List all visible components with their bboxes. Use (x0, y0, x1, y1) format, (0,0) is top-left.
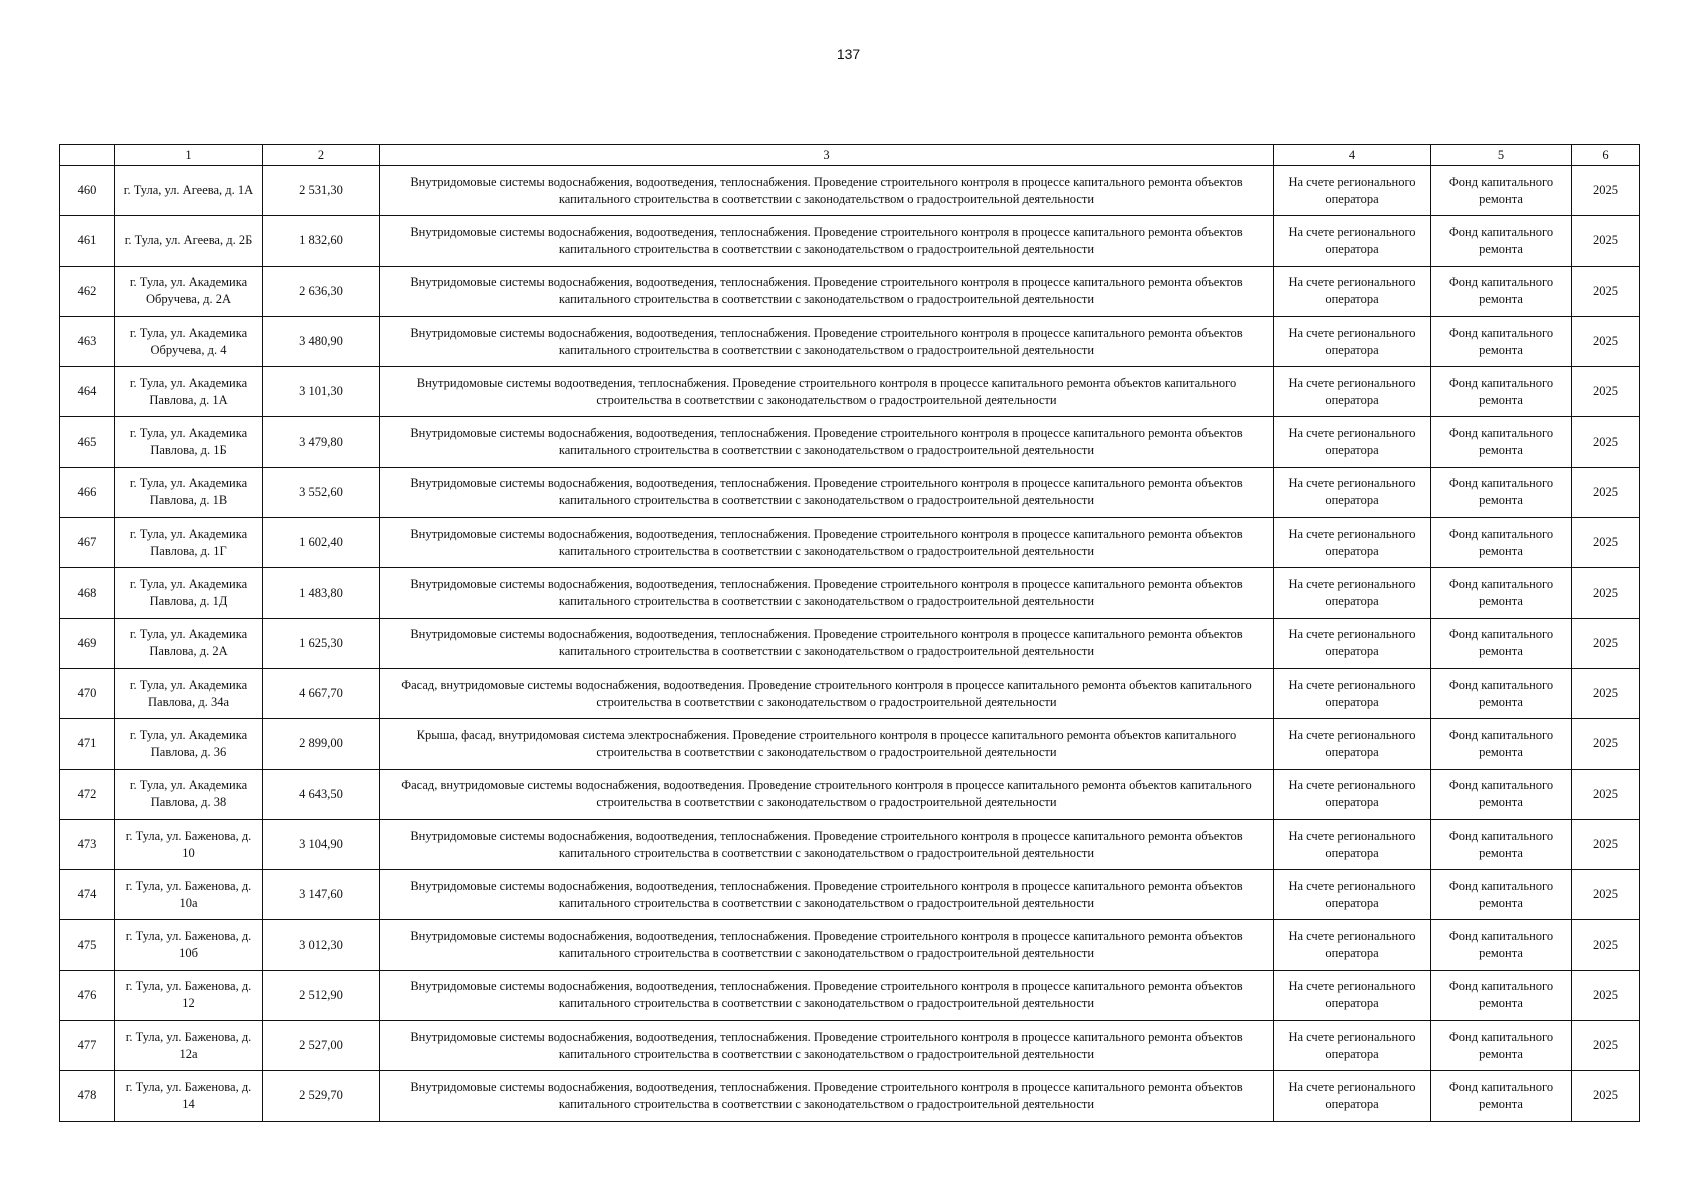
source-cell: Фонд капитального ремонта (1431, 1071, 1572, 1121)
table-row (60, 266, 1640, 316)
address-cell: г. Тула, ул. Академика Павлова, д. 1Д (115, 568, 263, 618)
area-cell: 4 667,70 (263, 668, 380, 718)
works-cell: Внутридомовые системы водоснабжения, водоотведения, теплоснабжения. Проведение строительного контроля в процессе капитального ремонта объектов капитального строительства в соответствии с законодательством о градостроительной деятельности (380, 920, 1274, 970)
row-number: 464 (60, 367, 115, 417)
address-cell: г. Тула, ул. Агеева, д. 2Б (115, 216, 263, 266)
address-cell: г. Тула, ул. Баженова, д. 10а (115, 870, 263, 920)
year-cell: 2025 (1572, 870, 1640, 920)
source-cell: Фонд капитального ремонта (1431, 819, 1572, 869)
address-cell: г. Тула, ул. Академика Павлова, д. 38 (115, 769, 263, 819)
source-cell: Фонд капитального ремонта (1431, 367, 1572, 417)
source-cell: Фонд капитального ремонта (1431, 668, 1572, 718)
year-cell: 2025 (1572, 819, 1640, 869)
area-cell: 3 101,30 (263, 367, 380, 417)
row-number: 477 (60, 1021, 115, 1071)
works-cell: Внутридомовые системы водоснабжения, водоотведения, теплоснабжения. Проведение строительного контроля в процессе капитального ремонта объектов капитального строительства в соответствии с законодательством о градостроительной деятельности (380, 1021, 1274, 1071)
year-cell: 2025 (1572, 518, 1640, 568)
account-cell: На счете регионального оператора (1274, 216, 1431, 266)
account-cell: На счете регионального оператора (1274, 518, 1431, 568)
table-row (60, 970, 1640, 1020)
year-cell: 2025 (1572, 367, 1640, 417)
row-number: 473 (60, 819, 115, 869)
source-cell: Фонд капитального ремонта (1431, 216, 1572, 266)
area-cell: 3 012,30 (263, 920, 380, 970)
row-number: 469 (60, 618, 115, 668)
area-cell: 1 832,60 (263, 216, 380, 266)
account-cell: На счете регионального оператора (1274, 970, 1431, 1020)
year-cell: 2025 (1572, 1071, 1640, 1121)
area-cell: 4 643,50 (263, 769, 380, 819)
address-cell: г. Тула, ул. Баженова, д. 12 (115, 970, 263, 1020)
table-row (60, 467, 1640, 517)
source-cell: Фонд капитального ремонта (1431, 316, 1572, 366)
row-number: 470 (60, 668, 115, 718)
source-cell: Фонд капитального ремонта (1431, 266, 1572, 316)
row-number: 476 (60, 970, 115, 1020)
row-number: 462 (60, 266, 115, 316)
row-number: 472 (60, 769, 115, 819)
works-cell: Внутридомовые системы водоснабжения, водоотведения, теплоснабжения. Проведение строительного контроля в процессе капитального ремонта объектов капитального строительства в соответствии с законодательством о градостроительной деятельности (380, 467, 1274, 517)
table-row (60, 367, 1640, 417)
address-cell: г. Тула, ул. Академика Павлова, д. 2А (115, 618, 263, 668)
works-cell: Внутридомовые системы водоснабжения, водоотведения, теплоснабжения. Проведение строительного контроля в процессе капитального ремонта объектов капитального строительства в соответствии с законодательством о градостроительной деятельности (380, 266, 1274, 316)
area-cell: 1 602,40 (263, 518, 380, 568)
year-cell: 2025 (1572, 467, 1640, 517)
account-cell: На счете регионального оператора (1274, 769, 1431, 819)
table-row (60, 870, 1640, 920)
account-cell: На счете регионального оператора (1274, 870, 1431, 920)
table-row (60, 920, 1640, 970)
source-cell: Фонд капитального ремонта (1431, 719, 1572, 769)
account-cell: На счете регионального оператора (1274, 668, 1431, 718)
table-row (60, 719, 1640, 769)
source-cell: Фонд капитального ремонта (1431, 870, 1572, 920)
account-cell: На счете регионального оператора (1274, 417, 1431, 467)
year-cell: 2025 (1572, 668, 1640, 718)
header-cell-blank (60, 145, 115, 166)
works-cell: Внутридомовые системы водоснабжения, водоотведения, теплоснабжения. Проведение строительного контроля в процессе капитального ремонта объектов капитального строительства в соответствии с законодательством о градостроительной деятельности (380, 819, 1274, 869)
address-cell: г. Тула, ул. Баженова, д. 12а (115, 1021, 263, 1071)
year-cell: 2025 (1572, 1021, 1640, 1071)
works-cell: Внутридомовые системы водоснабжения, водоотведения, теплоснабжения. Проведение строительного контроля в процессе капитального ремонта объектов капитального строительства в соответствии с законодательством о градостроительной деятельности (380, 216, 1274, 266)
table-row (60, 166, 1640, 216)
source-cell: Фонд капитального ремонта (1431, 568, 1572, 618)
source-cell: Фонд капитального ремонта (1431, 1021, 1572, 1071)
header-cell-4: 4 (1274, 145, 1431, 166)
source-cell: Фонд капитального ремонта (1431, 518, 1572, 568)
row-number: 478 (60, 1071, 115, 1121)
address-cell: г. Тула, ул. Академика Обручева, д. 2А (115, 266, 263, 316)
account-cell: На счете регионального оператора (1274, 166, 1431, 216)
works-cell: Внутридомовые системы водоснабжения, водоотведения, теплоснабжения. Проведение строительного контроля в процессе капитального ремонта объектов капитального строительства в соответствии с законодательством о градостроительной деятельности (380, 618, 1274, 668)
source-cell: Фонд капитального ремонта (1431, 618, 1572, 668)
year-cell: 2025 (1572, 920, 1640, 970)
area-cell: 2 529,70 (263, 1071, 380, 1121)
area-cell: 3 104,90 (263, 819, 380, 869)
table-row (60, 568, 1640, 618)
source-cell: Фонд капитального ремонта (1431, 769, 1572, 819)
works-cell: Внутридомовые системы водоснабжения, водоотведения, теплоснабжения. Проведение строительного контроля в процессе капитального ремонта объектов капитального строительства в соответствии с законодательством о градостроительной деятельности (380, 316, 1274, 366)
area-cell: 1 625,30 (263, 618, 380, 668)
row-number: 465 (60, 417, 115, 467)
area-cell: 2 899,00 (263, 719, 380, 769)
table-row (60, 668, 1640, 718)
account-cell: На счете регионального оператора (1274, 266, 1431, 316)
year-cell: 2025 (1572, 618, 1640, 668)
account-cell: На счете регионального оператора (1274, 618, 1431, 668)
table-row (60, 417, 1640, 467)
year-cell: 2025 (1572, 417, 1640, 467)
area-cell: 3 479,80 (263, 417, 380, 467)
area-cell: 1 483,80 (263, 568, 380, 618)
table-row (60, 518, 1640, 568)
area-cell: 2 531,30 (263, 166, 380, 216)
table-row (60, 769, 1640, 819)
source-cell: Фонд капитального ремонта (1431, 467, 1572, 517)
account-cell: На счете регионального оператора (1274, 920, 1431, 970)
column-number-row (60, 145, 1640, 166)
row-number: 471 (60, 719, 115, 769)
area-cell: 2 512,90 (263, 970, 380, 1020)
address-cell: г. Тула, ул. Академика Павлова, д. 1Г (115, 518, 263, 568)
account-cell: На счете регионального оператора (1274, 719, 1431, 769)
year-cell: 2025 (1572, 970, 1640, 1020)
source-cell: Фонд капитального ремонта (1431, 920, 1572, 970)
row-number: 460 (60, 166, 115, 216)
row-number: 463 (60, 316, 115, 366)
works-cell: Внутридомовые системы водоснабжения, водоотведения, теплоснабжения. Проведение строительного контроля в процессе капитального ремонта объектов капитального строительства в соответствии с законодательством о градостроительной деятельности (380, 568, 1274, 618)
row-number: 474 (60, 870, 115, 920)
account-cell: На счете регионального оператора (1274, 316, 1431, 366)
header-cell-3: 3 (380, 145, 1274, 166)
row-number: 468 (60, 568, 115, 618)
works-cell: Внутридомовые системы водоснабжения, водоотведения, теплоснабжения. Проведение строительного контроля в процессе капитального ремонта объектов капитального строительства в соответствии с законодательством о градостроительной деятельности (380, 870, 1274, 920)
header-cell-5: 5 (1431, 145, 1572, 166)
address-cell: г. Тула, ул. Академика Павлова, д. 34а (115, 668, 263, 718)
table-row (60, 316, 1640, 366)
address-cell: г. Тула, ул. Академика Обручева, д. 4 (115, 316, 263, 366)
year-cell: 2025 (1572, 216, 1640, 266)
works-cell: Внутридомовые системы водоснабжения, водоотведения, теплоснабжения. Проведение строительного контроля в процессе капитального ремонта объектов капитального строительства в соответствии с законодательством о градостроительной деятельности (380, 166, 1274, 216)
area-cell: 2 636,30 (263, 266, 380, 316)
source-cell: Фонд капитального ремонта (1431, 970, 1572, 1020)
works-cell: Фасад, внутридомовые системы водоснабжения, водоотведения. Проведение строительного контроля в процессе капитального ремонта объектов капитального строительства в соответствии с законодательством о градостроительной деятельности (380, 668, 1274, 718)
area-cell: 3 552,60 (263, 467, 380, 517)
year-cell: 2025 (1572, 316, 1640, 366)
year-cell: 2025 (1572, 769, 1640, 819)
address-cell: г. Тула, ул. Агеева, д. 1А (115, 166, 263, 216)
row-number: 467 (60, 518, 115, 568)
header-cell-2: 2 (263, 145, 380, 166)
account-cell: На счете регионального оператора (1274, 568, 1431, 618)
account-cell: На счете регионального оператора (1274, 367, 1431, 417)
address-cell: г. Тула, ул. Академика Павлова, д. 1Б (115, 417, 263, 467)
account-cell: На счете регионального оператора (1274, 467, 1431, 517)
address-cell: г. Тула, ул. Баженова, д. 14 (115, 1071, 263, 1121)
year-cell: 2025 (1572, 166, 1640, 216)
works-cell: Внутридомовые системы водоснабжения, водоотведения, теплоснабжения. Проведение строительного контроля в процессе капитального ремонта объектов капитального строительства в соответствии с законодательством о градостроительной деятельности (380, 518, 1274, 568)
works-cell: Внутридомовые системы водоотведения, теплоснабжения. Проведение строительного контроля в процессе капитального ремонта объектов капитального строительства в соответствии с законодательством о градостроительной деятельности (380, 367, 1274, 417)
source-cell: Фонд капитального ремонта (1431, 166, 1572, 216)
header-cell-6: 6 (1572, 145, 1640, 166)
table-row (60, 1071, 1640, 1121)
account-cell: На счете регионального оператора (1274, 1021, 1431, 1071)
account-cell: На счете регионального оператора (1274, 1071, 1431, 1121)
year-cell: 2025 (1572, 568, 1640, 618)
address-cell: г. Тула, ул. Баженова, д. 10б (115, 920, 263, 970)
address-cell: г. Тула, ул. Баженова, д. 10 (115, 819, 263, 869)
works-cell: Внутридомовые системы водоснабжения, водоотведения, теплоснабжения. Проведение строительного контроля в процессе капитального ремонта объектов капитального строительства в соответствии с законодательством о градостроительной деятельности (380, 970, 1274, 1020)
year-cell: 2025 (1572, 719, 1640, 769)
area-cell: 2 527,00 (263, 1021, 380, 1071)
works-cell: Внутридомовые системы водоснабжения, водоотведения, теплоснабжения. Проведение строительного контроля в процессе капитального ремонта объектов капитального строительства в соответствии с законодательством о градостроительной деятельности (380, 417, 1274, 467)
account-cell: На счете регионального оператора (1274, 819, 1431, 869)
works-cell: Крыша, фасад, внутридомовая система электроснабжения. Проведение строительного контроля в процессе капитального ремонта объектов капитального строительства в соответствии с законодательством о градостроительной деятельности (380, 719, 1274, 769)
address-cell: г. Тула, ул. Академика Павлова, д. 36 (115, 719, 263, 769)
table-row (60, 819, 1640, 869)
address-cell: г. Тула, ул. Академика Павлова, д. 1А (115, 367, 263, 417)
row-number: 475 (60, 920, 115, 970)
works-cell: Фасад, внутридомовые системы водоснабжения, водоотведения. Проведение строительного контроля в процессе капитального ремонта объектов капитального строительства в соответствии с законодательством о градостроительной деятельности (380, 769, 1274, 819)
source-cell: Фонд капитального ремонта (1431, 417, 1572, 467)
page-number: 137 (836, 46, 861, 62)
repair-schedule-table (59, 144, 1640, 1122)
table-row (60, 1021, 1640, 1071)
row-number: 466 (60, 467, 115, 517)
table-row (60, 216, 1640, 266)
row-number: 461 (60, 216, 115, 266)
table-row (60, 618, 1640, 668)
area-cell: 3 147,60 (263, 870, 380, 920)
header-cell-1: 1 (115, 145, 263, 166)
area-cell: 3 480,90 (263, 316, 380, 366)
address-cell: г. Тула, ул. Академика Павлова, д. 1В (115, 467, 263, 517)
year-cell: 2025 (1572, 266, 1640, 316)
works-cell: Внутридомовые системы водоснабжения, водоотведения, теплоснабжения. Проведение строительного контроля в процессе капитального ремонта объектов капитального строительства в соответствии с законодательством о градостроительной деятельности (380, 1071, 1274, 1121)
